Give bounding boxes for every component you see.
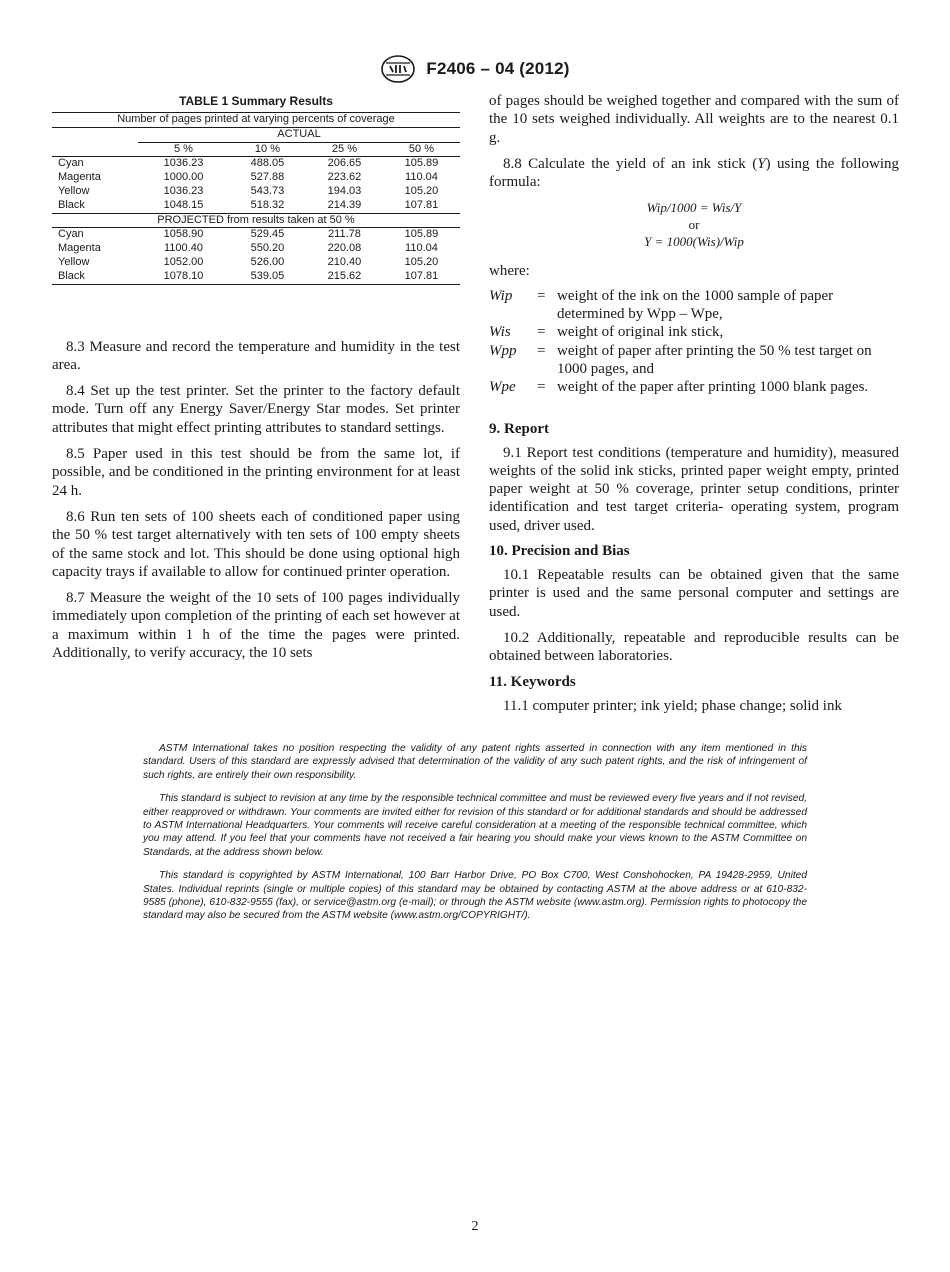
table-cell: 543.73 [250,184,285,197]
table-cell: 107.81 [404,198,439,211]
copyright-notice: This standard is copyrighted by ASTM International, 100 Barr Harbor Drive, PO Box C700, West Conshohocken, PA 19428-2959, United States. Individual reprints (single or multiple copies) of this standard may be obtained by contacting ASTM at the above address or at 610-832-9585 (phone), 610-832-9555 (fax), or service@astm.org (e-mail); or through the ASTM website (www.astm.org). Permission rights to photocopy the standard may also be secured from the ASTM website (www.astm.org/COPYRIGHT/). [143,870,807,922]
table-cell: 110.04 [405,171,438,184]
paragraph-8-8-text-a: 8.8 Calculate the yield of an ink stick ( [503,155,758,172]
column-header: 5 % [138,142,229,157]
where-symbol: Wpe [489,379,516,396]
table-cell: 211.78 [328,228,361,241]
where-definition: weight of original ink stick, [557,324,724,341]
where-label: where: [489,263,530,280]
table-row [52,171,460,185]
row-label: Yellow [58,184,90,197]
table-cell: 1036.23 [163,157,204,170]
table-actual-label-row [52,127,460,142]
paragraph-8-5: 8.5 Paper used in this test should be from the same lot, if possible, and be conditioned in the printing environment for at least 24 h. [52,446,460,499]
formula-line-2: Y = 1000(Wis)/Wip [644,234,744,250]
where-item [489,323,899,341]
where-symbol: Wis [489,324,511,341]
table-span-header-row [52,113,460,128]
formula-line-1: Wip/1000 = Wis/Y [646,200,742,216]
summary-results-table [52,112,460,285]
paragraph-9-1: 9.1 Report test conditions (temperature and humidity), measured weights of the solid ink sticks, printed paper weight empty, printed paper weight at 50 % coverage, printer setup conditions, printer identification and test target criteria- operating system, program used, driver used. [489,444,899,534]
yield-formula [489,199,899,250]
yield-symbol: Y [757,155,766,172]
revision-notice: This standard is subject to revision at any time by the responsible technical committee and must be reviewed every five years and if not revised, either reapproved or withdrawn. Your comments are invited either for revision of this standard or for additional standards and should be addressed to ASTM International Headquarters. Your comments will receive careful consideration at a meeting of the responsible technical committee, which you may attend. If you feel that your comments have not received a fair hearing you should make your views known to the ASTM Committee on Standards, at the address shown below. [143,793,807,858]
table-cell: 1100.40 [164,242,203,255]
row-label: Yellow [58,255,90,268]
where-equals: = [537,287,546,304]
table-cell: 1048.15 [163,198,204,211]
table-cell: 194.03 [327,184,362,197]
table-cell: 215.62 [306,270,383,284]
table-cell: 105.89 [404,157,439,170]
table-cell: 214.39 [327,198,362,211]
legal-notes [143,742,807,933]
table-cell: 210.40 [327,255,362,268]
table-cell: 110.04 [405,242,438,255]
row-label: Black [58,198,85,211]
table-cell: 518.32 [250,198,285,211]
table-cell: 488.05 [250,157,285,170]
paragraph-10-1: 10.1 Repeatable results can be obtained given that the same printer is used and the same personal computer and settings are used. [489,567,899,620]
row-label: Cyan [58,157,84,170]
column-header: 10 % [229,142,306,157]
where-equals: = [537,324,546,341]
where-item [489,378,899,396]
where-symbol: Wpp [489,342,517,359]
astm-logo-icon [380,54,416,84]
paragraph-8-8-text-b: ) using the following formula: [489,155,899,191]
row-label: Magenta [58,242,101,255]
row-label: Cyan [58,228,84,241]
table-cell: 206.65 [327,157,362,170]
table-cell: 526.00 [250,255,285,268]
where-equals: = [537,379,546,396]
paragraph-8-7-continued: of pages should be weighed together and compared with the sum of the 10 sets weighed individually. All weights are to the nearest 0.1 g. [489,93,899,146]
table-row [52,185,460,199]
where-definition: weight of paper after printing the 50 % test target on 1000 pages, and [557,342,872,377]
page-header [0,54,950,84]
table-cell: 220.08 [327,242,362,255]
left-column [52,92,460,670]
paragraph-8-7: 8.7 Measure the weight of the 10 sets of 100 pages individually immediately upon completion of the printing of each set however at a maximum within 1 h of the time the pages were printed. Additionally, to verify accuracy, the 10 sets [52,590,460,662]
table-cell: 527.88 [250,171,285,184]
where-item [489,287,899,324]
table-cell: 1058.90 [163,228,204,241]
table-row [52,228,460,242]
paragraph-8-8 [489,155,899,192]
table-cell: 107.81 [383,270,460,284]
paragraph-11-1: 11.1 computer printer; ink yield; phase change; solid ink [503,697,842,714]
table-span-header: Number of pages printed at varying percents of coverage [52,113,460,128]
paragraph-8-6: 8.6 Run ten sets of 100 sheets each of conditioned paper using the 50 % test target alternatively with ten sets of 100 empty sheets of the same stock and lot. This should be done using optional high capacity trays if available to allow for continued printer operation. [52,508,460,580]
standard-designation: F2406 – 04 (2012) [426,59,570,78]
paragraph-8-3: 8.3 Measure and record the temperature and humidity in the test area. [52,338,460,373]
table-cell: 1078.10 [138,270,229,284]
table-cell: 105.20 [404,184,439,197]
where-definition: weight of the paper after printing 1000 blank pages. [557,379,869,396]
table-row [52,157,460,171]
formula-or: or [688,217,700,233]
projected-label: PROJECTED from results taken at 50 % [52,213,460,228]
table-row [52,242,460,256]
table-cell: 1036.23 [163,184,204,197]
actual-label: ACTUAL [138,127,460,142]
right-column [489,92,899,723]
paragraph-10-2: 10.2 Additionally, repeatable and reproducible results can be obtained between laboratories. [489,629,899,665]
table-cell: 550.20 [250,242,285,255]
table-row [52,270,460,284]
page-number: 2 [471,1219,479,1234]
where-definition: weight of the ink on the 1000 sample of paper determined by Wpp – Wpe, [557,287,834,323]
table-row [52,256,460,270]
row-label: Black [52,270,138,284]
table-cell: 223.62 [327,171,362,184]
table-cell: 539.05 [229,270,306,284]
where-symbol: Wip [489,287,513,304]
table-column-header-row [52,142,460,157]
table-cell: 1000.00 [163,171,204,184]
section-9-heading: 9. Report [489,420,549,437]
table-projected-label-row [52,213,460,228]
table-row [52,199,460,213]
table-cell: 105.20 [404,255,439,268]
paragraph-8-4: 8.4 Set up the test printer. Set the printer to the factory default mode. Turn off any Energy Saver/Energy Star modes. Set printer attributes that might effect printing attributes to standard settings. [52,383,460,436]
section-10-heading: 10. Precision and Bias [489,543,630,560]
table-cell: 1052.00 [163,255,204,268]
patent-notice: ASTM International takes no position respecting the validity of any patent rights asserted in connection with any item mentioned in this standard. Users of this standard are expressly advised that determination of the validity of any such patent rights, and the risk of infringement of such rights, are entirely their own responsibility. [143,743,807,781]
table-cell: 529.45 [250,228,285,241]
section-11-heading: 11. Keywords [489,673,576,690]
table-cell: 105.89 [404,228,439,241]
table-title: TABLE 1 Summary Results [179,94,333,108]
column-header: 50 % [383,142,460,157]
where-item [489,342,899,379]
column-header: 25 % [306,142,383,157]
where-equals: = [537,342,546,359]
row-label: Magenta [58,171,101,184]
